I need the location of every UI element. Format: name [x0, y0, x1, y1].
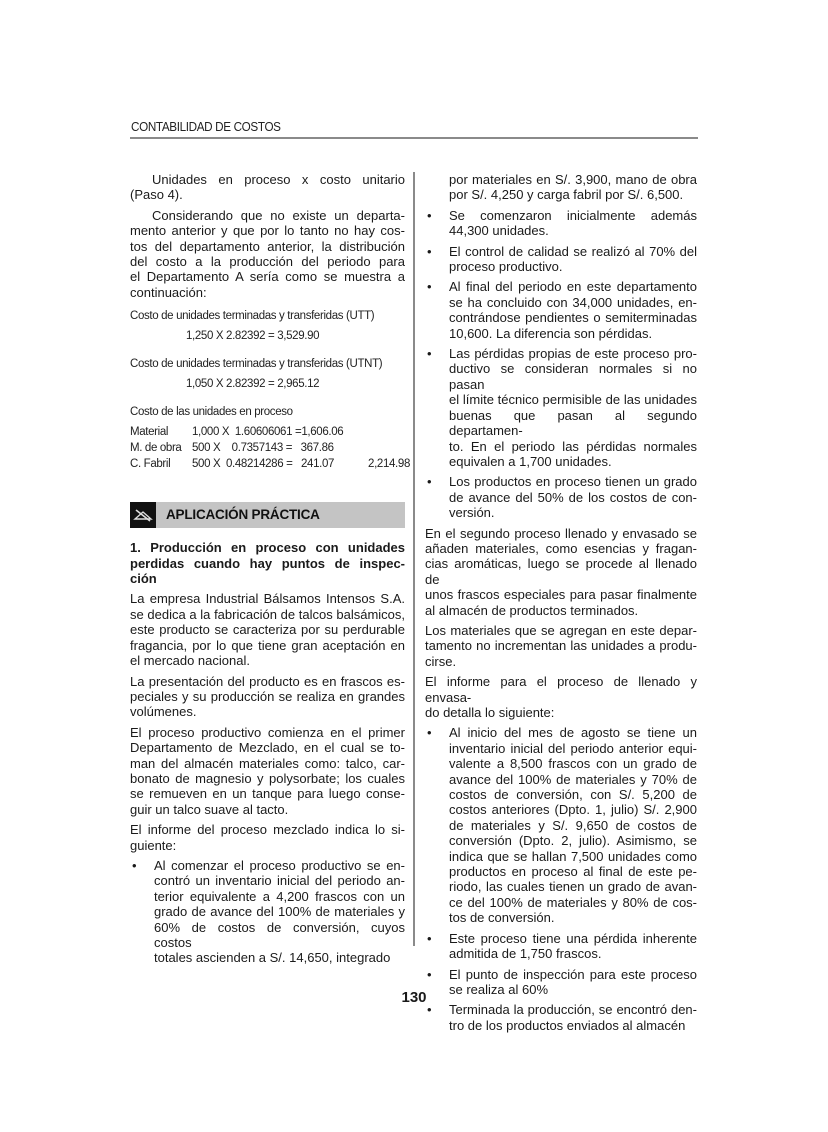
- calc-row: [130, 440, 410, 456]
- text-line: Considerando que no existe un departa-: [152, 207, 405, 223]
- text-line: Al inicio del mes de agosto se tiene un: [449, 725, 697, 741]
- paragraph: [130, 591, 405, 668]
- text-line: La empresa Industrial Bálsamos Intensos S.A.: [130, 591, 405, 607]
- text-line: Al final del periodo en este departamento: [449, 279, 697, 295]
- text-line: Departamento de Mezclado, en el cual se to-: [130, 740, 405, 756]
- text-line: bonato de magnesio y polysorbate; los cuales: [130, 770, 405, 786]
- text-line: al almacén de productos terminados.: [425, 602, 639, 618]
- text-line: La presentación del producto es en frascos es-: [130, 673, 405, 689]
- text-line: proceso productivo.: [449, 259, 563, 275]
- bullet-continuation: [425, 172, 697, 203]
- text-line: tro de los productos enviados al almacén: [449, 1017, 686, 1033]
- calc-row-label: M. de obra: [130, 442, 182, 455]
- text-line: guir un talco suave al tacto.: [130, 801, 289, 817]
- bullet-icon: •: [427, 346, 432, 362]
- bullet-icon: •: [427, 243, 432, 259]
- calc-row-total: [402, 424, 410, 440]
- text-line: 10,600. La diferencia son pérdidas.: [449, 325, 653, 341]
- page-number: 130: [401, 989, 427, 1006]
- text-line: El control de calidad se realizó al 70% del: [449, 243, 697, 259]
- calc-row-expr: 500 X 0.7357143 = 367.86: [192, 442, 334, 455]
- calc-expression-utt: 1,250 X 2.82392 = 3,529.90: [186, 330, 320, 343]
- right-column: [425, 172, 697, 1033]
- text-line: versión.: [449, 505, 495, 521]
- text-line: do detalla lo siguiente:: [425, 705, 555, 720]
- text-line: man del almacén materiales como: talco, car-: [130, 755, 405, 771]
- paragraph: [425, 674, 697, 720]
- text-line: to. En el periodo las pérdidas normales: [449, 438, 697, 454]
- bullet-icon: •: [427, 207, 432, 223]
- bullet-icon: •: [427, 966, 432, 982]
- text-line: avance del 100% de materiales y 70% de: [449, 771, 697, 787]
- text-line: por materiales en S/. 3,900, mano de obra: [449, 172, 697, 187]
- text-line: unos frascos especiales para pasar finalmente: [425, 587, 697, 603]
- calc-row-expr: 500 X 0.48214286 = 241.07: [192, 458, 335, 471]
- text-line: totales ascienden a S/. 14,650, integrado: [154, 950, 391, 966]
- calc-row-total: 2,214.98: [368, 458, 410, 471]
- text-line: 44,300 unidades.: [449, 223, 549, 239]
- text-line: admitida de 1,750 frascos.: [449, 946, 602, 962]
- text-line: tamento no incrementan las unidades a produ-: [425, 638, 697, 654]
- text-line: mento anterior y que por lo tanto no hay cos-: [130, 223, 405, 239]
- bullet-icon: •: [427, 930, 432, 946]
- text-line: costos anteriores (Dpto. 1, julio) S/. 2,900: [449, 802, 697, 818]
- text-line: 1. Producción en proceso con unidades: [130, 540, 405, 556]
- calc-table: [130, 424, 410, 472]
- running-header: CONTABILIDAD DE COSTOS: [131, 119, 281, 134]
- paragraph: [130, 208, 405, 300]
- bullet-item: [130, 858, 405, 966]
- text-line: por S/. 4,250 y carga fabril por S/. 6,500.: [449, 187, 684, 203]
- text-line: ción: [130, 571, 157, 587]
- header-rule: [130, 137, 698, 139]
- text-line: contró un inventario inicial del periodo an-: [154, 873, 405, 889]
- paragraph: [130, 172, 405, 203]
- text-line: Se comenzaron inicialmente además: [449, 207, 697, 223]
- text-line: Al comenzar el proceso productivo se en-: [154, 857, 405, 873]
- text-line: fragancia, por lo que tiene gran aceptación en: [130, 637, 405, 653]
- calc-expression-utnt: 1,050 X 2.82392 = 2,965.12: [186, 378, 320, 391]
- exercise-heading: [130, 540, 405, 586]
- bullet-item: [425, 931, 697, 962]
- text-line: productos en proceso al final de este pe-: [449, 864, 697, 880]
- text-line: valente a 8,500 frascos con un grado de: [449, 756, 697, 772]
- text-line: este producto se caracteriza por su perdurable: [130, 622, 405, 638]
- text-line: Este proceso tiene una pérdida inherente: [449, 930, 697, 946]
- text-line: cirse.: [425, 653, 457, 669]
- text-line: peciales y su producción se realiza en grandes: [130, 688, 405, 704]
- text-line: indica que se hallan 7,500 unidades como: [449, 848, 697, 864]
- text-line: Los materiales que se agregan en este depar-: [425, 622, 697, 638]
- bullet-icon: •: [427, 725, 432, 741]
- paragraph: [130, 725, 405, 817]
- calc-title-utnt: Costo de unidades terminadas y transferidas (UTNT): [130, 358, 383, 371]
- paragraph: [130, 674, 405, 720]
- text-line: Las pérdidas propias de este proceso pro-: [449, 346, 697, 362]
- calc-row: [130, 424, 410, 440]
- bullet-item: [425, 279, 697, 341]
- bullet-item: [425, 208, 697, 239]
- text-line: contrándose pendientes o semiterminadas: [449, 310, 697, 326]
- text-line: el Departamento A sería como se muestra a: [130, 269, 405, 285]
- text-line: El informe para el proceso de llenado y envasa-: [425, 674, 697, 705]
- text-line: volúmenes.: [130, 704, 197, 720]
- text-line: continuación:: [130, 284, 207, 300]
- text-line: ductivo se consideran normales si no pasan: [449, 361, 697, 392]
- calc-row-total: [402, 440, 410, 456]
- text-line: grado de avance del 100% de materiales y: [154, 904, 405, 920]
- text-line: Los productos en proceso tienen un grado: [449, 474, 697, 490]
- text-line: El proceso productivo comienza en el primer: [130, 724, 405, 740]
- bullet-item: [425, 346, 697, 469]
- text-line: añaden materiales, como esencias y fragan-: [425, 540, 697, 556]
- text-line: conversión (Dpto. 2, julio). Asimismo, se: [449, 833, 697, 849]
- calc-row-label: C. Fabril: [130, 458, 171, 471]
- text-line: de avance del 50% de los costos de con-: [449, 489, 697, 505]
- text-line: En el segundo proceso llenado y envasado se: [425, 525, 697, 541]
- bullet-item: [425, 474, 697, 520]
- text-line: tos del departamento anterior, la distribución: [130, 238, 405, 254]
- bullet-item: [425, 244, 697, 275]
- text-line: El punto de inspección para este proceso: [449, 966, 697, 982]
- section-band: [130, 502, 405, 528]
- text-line: se realiza al 60%: [449, 981, 548, 997]
- text-line: tos de conversión.: [449, 910, 555, 926]
- column-divider: [413, 172, 415, 946]
- calc-row-label: Material: [130, 426, 169, 439]
- calc-row-expr: 1,000 X 1.60606061 =1,606.06: [192, 426, 344, 439]
- bullet-item: [425, 1002, 697, 1033]
- pencil-note-icon: [130, 502, 156, 528]
- text-line: El informe del proceso mezclado indica lo si-: [130, 822, 405, 838]
- text-line: 60% de costos de conversión, cuyos costos: [154, 919, 405, 950]
- section-band-title: APLICACIÓN PRÁCTICA: [166, 507, 320, 523]
- text-line: Terminada la producción, se encontró den-: [449, 1002, 697, 1018]
- bullet-icon: •: [427, 474, 432, 490]
- paragraph: [425, 526, 697, 618]
- bullet-icon: •: [132, 857, 137, 873]
- calc-row: [130, 456, 410, 472]
- text-line: Unidades en proceso x costo unitario: [152, 172, 405, 187]
- calc-title-wip: Costo de las unidades en proceso: [130, 406, 293, 419]
- text-line: el mercado nacional.: [130, 653, 250, 669]
- bullet-icon: •: [427, 279, 432, 295]
- calc-title-utt: Costo de unidades terminadas y transferidas (UTT): [130, 310, 375, 323]
- left-column: [130, 172, 410, 966]
- text-line: del costo a la producción del periodo para: [130, 254, 405, 270]
- text-line: se remueven en un tanque para luego conse-: [130, 786, 405, 802]
- text-line: costos de conversión, con S/. 5,200 de: [449, 787, 697, 803]
- bullet-icon: •: [427, 1002, 432, 1018]
- paragraph: [130, 822, 405, 853]
- text-line: se ha concluido con 34,000 unidades, en-: [449, 294, 697, 310]
- text-line: buenas que pasan al segundo departamen-: [449, 407, 697, 439]
- text-line: el límite técnico permisible de las unidades: [449, 392, 697, 408]
- paragraph: [425, 623, 697, 669]
- text-line: inventario inicial del periodo anterior equi-: [449, 740, 697, 756]
- text-line: de materiales y S/. 9,650 de costos de: [449, 817, 697, 833]
- text-line: equivalen a 1,700 unidades.: [449, 453, 612, 469]
- text-line: se dedica a la fabricación de talcos balsámicos,: [130, 606, 405, 622]
- text-line: perdidas cuando hay puntos de inspec-: [130, 555, 405, 571]
- text-line: (Paso 4).: [130, 187, 183, 203]
- text-line: riodo, las cuales tienen un grado de avan-: [449, 879, 697, 895]
- text-line: terior equivalente a 4,200 frascos con un: [154, 888, 405, 904]
- text-line: ce del 100% de materiales y 80% de cos-: [449, 894, 697, 910]
- text-line: guiente:: [130, 837, 177, 853]
- bullet-item: [425, 725, 697, 925]
- text-line: cias aromáticas, luego se procede al llenado de: [425, 556, 697, 587]
